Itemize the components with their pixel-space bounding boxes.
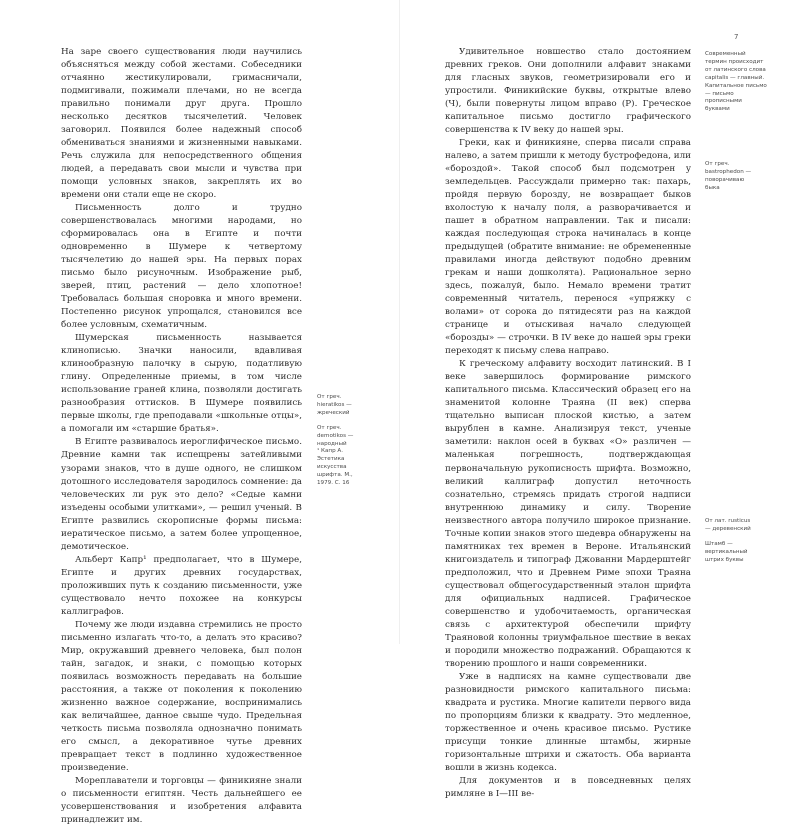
- paragraph: Мореплаватели и торговцы — финикияне знали о письменности египтян. Честь дальнейшего ее усовершенствования и изобретения алфавита принадлежит им.: [61, 775, 302, 825]
- right-margin-note-capitalis: [705, 51, 767, 114]
- paragraph: В Египте развивалось иероглифическое письмо. Древние камни так испещрены затейливыми узорами знаков, что в душе одного, не слишком дотошного исследователя зародилось сомнение: да человеческих ли рук это дело? «Седые камни изъедены особыми улитками», — решил ученый. В Египте развились скорописные формы письма: иератическое письмо, а затем более упрощенное, демотическое.: [61, 437, 302, 552]
- margin-note: От греч. bastrophedon — поворачиваю быка: [705, 161, 752, 191]
- margin-note: Современный термин происходит от латинского слова capitalis — главный. Капитальное письмо — письмо прописными буквами: [705, 51, 767, 113]
- paragraph: Для документов и в повседневных целях римляне в I—III ве-: [445, 775, 691, 799]
- margin-note: Штамб — вертикальный штрих буквы: [705, 540, 748, 563]
- paragraph: Почему же люди издавна стремились не просто письменно излагать что-то, а делать это красиво? Мир, окружавший древнего человека, был полон тайн, загадок, и знаки, с помощью которых появилась возможность передавать на большие расстояния, а также от поколения к поколению жизненно важное содержание, воспринимались как величайшее, данное свыше чудо. Предельная четкость письма позволяла однозначно понимать его смысл, а декоративное чутье древних превращает текст в подлинно художественное произведение.: [61, 619, 302, 773]
- spread-gutter: [399, 0, 400, 644]
- footnote: ¹ Капр А. Эстетика искусства шрифта. М., 1979. С. 16: [317, 448, 353, 487]
- paragraph: Греки, как и финикияне, сперва писали справа налево, а затем пришли к методу бустрофедона, или «бороздой». Такой способ был подсмотрен у земледельцев. Рассуждали примерно так: пахарь, пройдя первую борозду, не возвращает быков вхолостую к началу поля, а разворачивается и пашет в обратном направлении. Так и писали: каждая последующая строка начиналась в конце предыдущей (обратите внимание: не обремененные правилами иногда действуют подобно древним грекам и наши дошколята). Рациональное зерно здесь, пожалуй, было. Немало времени тратит современный читатель, перенося «упряжку с волами» от сорока до пятидесяти раз на каждой странице и отыскивая начало следующей «борозды» — строчки. В IV веке до нашей эры греки переходят к письму слева направо.: [445, 138, 691, 357]
- right-page-body: [445, 46, 691, 801]
- paragraph: К греческому алфавиту восходит латинский. В I веке завершилось формирование римского капитального письма. Классический образец его на знаменитой колонне Траяна (II век) сперва тщательно выписан плоской кистью, а затем вырублен в камне. Анализируя текст, ученые заметили: наклон осей в буквах «О» различен — маленькая погрешность, подтверждающая первоначальную рукописность шрифта. Возможно, великий каллиграф допустил неточность сознательно, стремясь придать строгой надписи внутреннюю динамику и силу. Творение неизвестного автора получило широкое признание. Точные копии знаков этого шедевра обнаружены на памятниках тех времен в Вероне. Итальянский книгоиздатель и типограф Джованни Мардерштейг предположил, что и Древнем Риме эпохи Траяна существовал общегосударственный эталон шрифта для официальных надписей. Графическое совершенство и удобочитаемость, органическая связь с архитектурой обеспечили шрифту Траяновой колонны триумфальное шествие в веках и породили множество подражаний. Обращаются к творению прошлого и наши современники.: [445, 359, 691, 669]
- paragraph: На заре своего существования люди научились объясняться между собой жестами. Собеседники отчаянно жестикулировали, гримасничали, подмигивали, пожимали плечами, но не всегда правильно понимали друг друга. Прошло несколько десятков тысячелетий. Человек заговорил. Появился более надежный способ обмениваться знаниями и жизненными навыками. Речь служила для непосредственного общения людей, а передавать свои мысли и чувства при помощи условных знаков, закреплять их во времени они стали еще не скоро.: [61, 47, 302, 201]
- paragraph: Уже в надписях на камне существовали две разновидности римского капитального письма: квадрата и рустика. Многие капители первого вида по пропорциям близки к квадрату. Это медленное, торжественное и очень красивое письмо. Рустике присущи тонкие длинные штамбы, жирные горизонтальные штрихи и сжатость. Оба варианта вошли в жизнь кодекса.: [445, 671, 691, 773]
- left-page-body: [61, 46, 302, 827]
- paragraph: Шумерская письменность называется клинописью. Значки наносили, вдавливая клинообразную палочку в сырую, податливую глину. Определенные приемы, в том числе использование граней клина, позволяли достигать разнообразия оттисков. В Шумере появились первые школы, где преподавали «школьные отцы», а помогали им «старшие братья».: [61, 333, 302, 435]
- margin-note: От лат. rusticus — деревенский: [705, 518, 751, 532]
- left-margin-notes: [317, 394, 363, 488]
- paragraph: Письменность долго и трудно совершенствовалась многими народами, но сформировалась она в Египте и почти одновременно в Шумере к четвертому тысячелетию до нашей эры. На первых порах письмо было рисуночным. Изображение рыб, зверей, птиц, растений — дело хлопотное! Требовалась большая сноровка и много времени. Постепенно рисунок упрощался, становился все более условным, схематичным.: [61, 203, 302, 331]
- margin-note: От греч. demotikos — народный: [317, 424, 354, 447]
- page-number: 7: [734, 33, 739, 41]
- paragraph: Альберт Капр¹ предполагает, что в Шумере, Египте и других древних государствах, проложивших путь к созданию письменности, уже существовало нечто похожее на конкурсы каллиграфов.: [61, 554, 302, 617]
- right-margin-note-boustrophedon: [705, 161, 755, 193]
- right-margin-notes-rustica: [705, 518, 753, 565]
- margin-note: От греч. hieratikos — жреческий: [317, 394, 352, 416]
- paragraph: Удивительное новшество стало достоянием древних греков. Они дополнили алфавит знаками для гласных звуков, геометризировали его и упростили. Финикийские буквы, открытые влево (Ч), были повернуты лицом вправо (Р). Греческое капитальное письмо достигло графического совершенства к IV веку до нашей эры.: [445, 47, 691, 136]
